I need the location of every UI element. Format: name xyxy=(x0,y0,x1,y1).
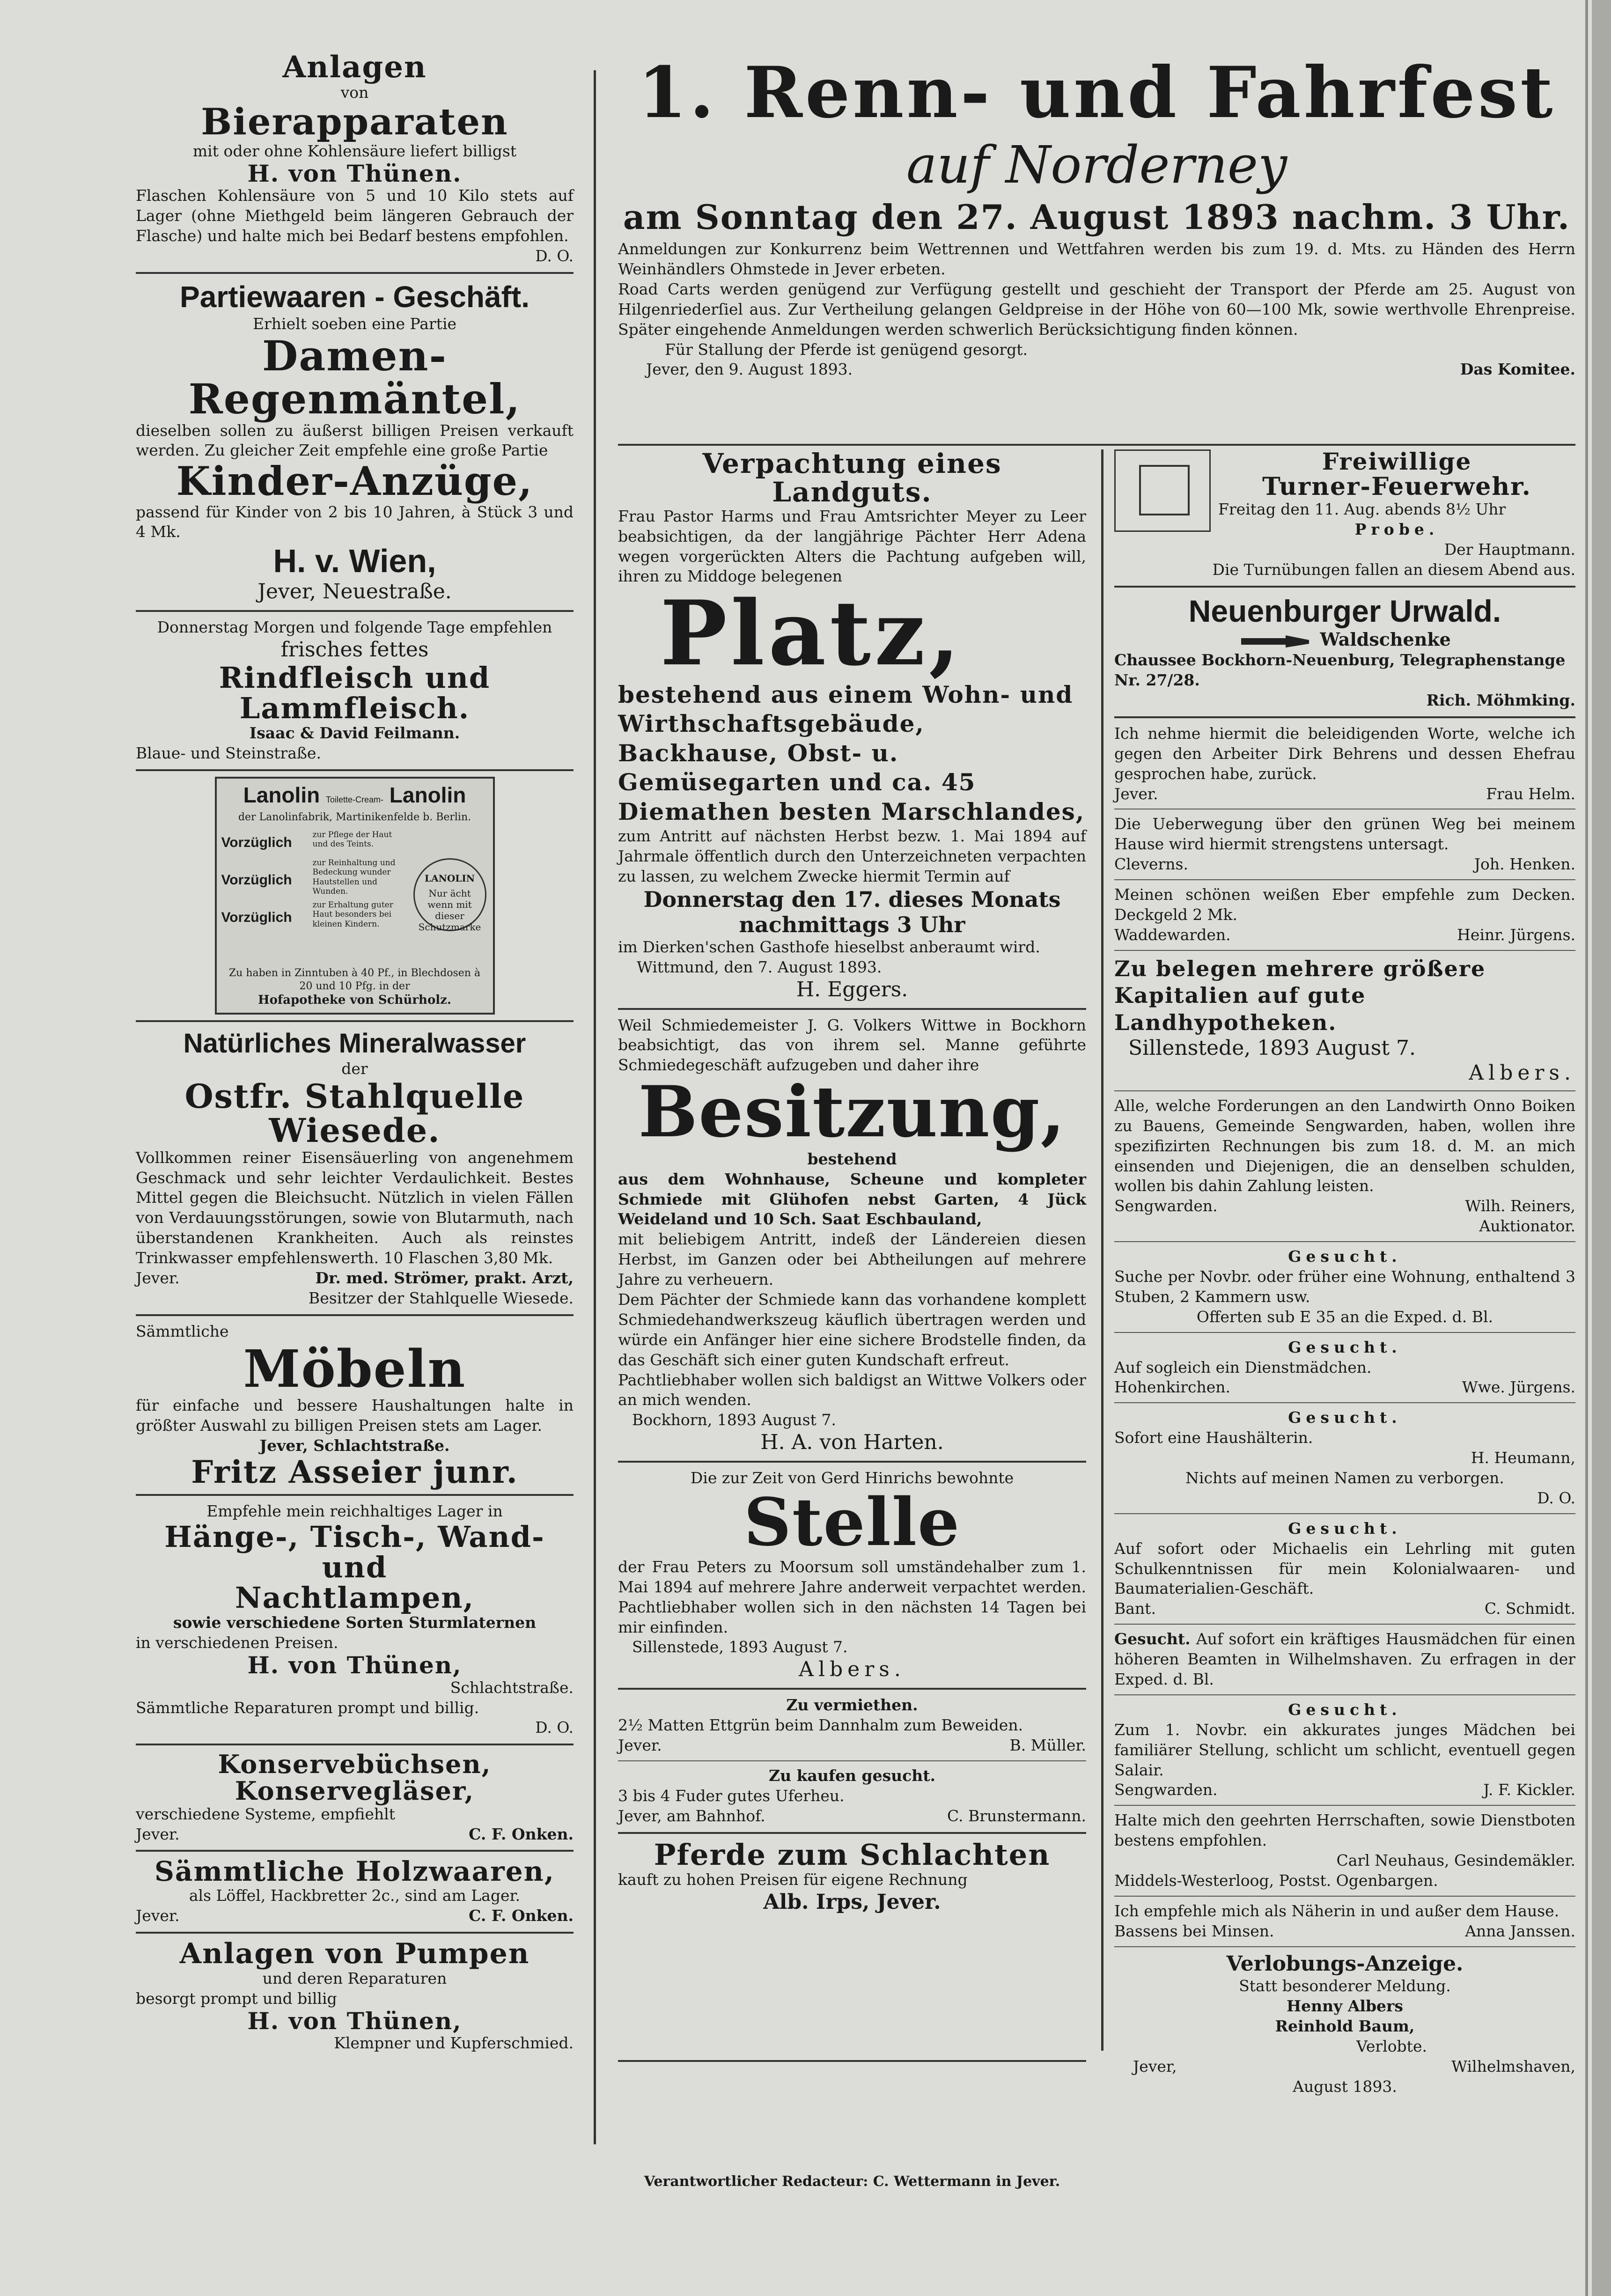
ad-gesucht-wohnung xyxy=(1114,1247,1575,1327)
rennfest-place: Jever, den 9. August 1893. xyxy=(646,360,853,379)
ad-address: Jever, Schlachtstraße. xyxy=(259,1436,450,1455)
lanolin-label: Vorzüglich xyxy=(221,909,292,925)
seal-word: LANOLIN xyxy=(425,872,475,884)
ad-sign: H. A. von Harten. xyxy=(760,1430,944,1455)
divider xyxy=(136,1314,574,1316)
ad-title: Gesucht. xyxy=(1288,1408,1402,1427)
ad-title: Gesucht. xyxy=(1114,1630,1191,1648)
ad-text: Donnerstag Morgen und folgende Tage empfehlen xyxy=(157,618,552,637)
lanolin-foot-firm: Hofapotheke von Schürholz. xyxy=(258,993,451,1008)
ad-place: D. O. xyxy=(1537,1488,1575,1507)
ad-landgut xyxy=(618,449,1086,1002)
ad-place: Hohenkirchen. xyxy=(1114,1378,1231,1397)
ad-text: 3 bis 4 Fuder gutes Uferheu. xyxy=(618,1786,845,1805)
ad-place: Bant. xyxy=(1114,1599,1156,1618)
ad-text: Zum 1. Novbr. ein akkurates junges Mädchen bei familiärer Stellung, schlicht um schlicht, eventuell gegen Salair. xyxy=(1114,1720,1575,1779)
lanolin-title-small: Toilette-Cream- xyxy=(325,795,384,804)
ad-stelle xyxy=(618,1468,1086,1682)
ad-text: Pachtliebhaber wollen sich baldigst an Wittwe Volkers oder an mich wenden. xyxy=(618,1370,1086,1409)
lanolin-footer xyxy=(221,967,488,1008)
ad-sign-row xyxy=(1114,2057,1575,2077)
lanolin-label: Vorzüglich xyxy=(221,834,292,850)
ad-place: Jever, am Bahnhof. xyxy=(618,1806,765,1825)
ad-place: Sillenstede, 1893 August 7. xyxy=(1128,1036,1416,1060)
column-left xyxy=(136,52,574,2168)
ad-partiewaaren xyxy=(136,280,574,604)
ad-text: Frau Pastor Harms und Frau Amtsrichter Meyer zu Leer beabsichtigen, da der langjährige Pächter Herr Adena wegen vorgerückten Alters die Pachtung aufgeben will, ihren zu Middoge belegenen xyxy=(618,507,1086,586)
ad-sign-row xyxy=(136,1268,574,1288)
ad-sign: B. Müller. xyxy=(1009,1736,1086,1754)
ad-name: Reinhold Baum, xyxy=(1275,2017,1415,2036)
ad-title: Gesucht. xyxy=(1288,1519,1402,1538)
ad-title: Zu vermiethen. xyxy=(786,1696,918,1715)
ad-place: D. O. xyxy=(535,1718,574,1737)
column-rule-left xyxy=(594,70,596,2144)
ad-headline: Rindfleisch und Lammfleisch. xyxy=(219,660,491,725)
ad-sign-row xyxy=(618,1736,1086,1756)
ad-text: Sämmtliche Reparaturen prompt und billig. xyxy=(136,1698,479,1717)
ad-title: Natürliches Mineralwasser xyxy=(183,1028,526,1059)
page-edge-line xyxy=(1585,0,1588,2296)
lanolin-desc: zur Reinhaltung und Bedeckung wunder Hautstellen und Wunden. xyxy=(312,858,396,896)
ad-kapitalien xyxy=(1114,956,1575,1086)
divider xyxy=(1114,586,1575,588)
ad-place: Sillenstede, 1893 August 7. xyxy=(632,1638,848,1656)
ad-text: Nichts auf meinen Namen zu verborgen. xyxy=(1185,1468,1504,1487)
ad-gesucht-haushaelterin xyxy=(1114,1408,1575,1508)
divider xyxy=(1114,1402,1575,1403)
ad-title: Gesucht. xyxy=(1288,1700,1402,1719)
ad-headline: Nachtlampen, xyxy=(235,1581,475,1615)
ad-firm: Isaac & David Feilmann. xyxy=(249,724,460,743)
column-middle xyxy=(618,449,1086,2051)
ad-text: mit oder ohne Kohlensäure liefert billigst xyxy=(192,141,517,160)
ad-gesucht-maedchen xyxy=(1114,1700,1575,1800)
ad-vermiethen xyxy=(618,1695,1086,1756)
ad-text: Empfehle mein reichhaltiges Lager in xyxy=(206,1502,503,1521)
ad-title: Partiewaaren - Geschäft. xyxy=(180,280,530,314)
ad-text: zum Antritt auf nächsten Herbst bezw. 1. Mai 1894 auf Jahrmale öffentlich durch den Unterzeichneten verpachten zu lassen, zu welchem Zwecke hiermit Termin auf xyxy=(618,827,1086,886)
rennfest-sign: Das Komitee. xyxy=(1460,360,1575,379)
ad-sign-row xyxy=(1114,925,1575,945)
ad-address: Schlachtstraße. xyxy=(450,1678,574,1697)
ad-rennfest xyxy=(618,52,1575,440)
ad-text: Verlobte. xyxy=(1356,2037,1427,2056)
divider xyxy=(136,610,574,612)
column-rule-right xyxy=(1101,449,1103,2051)
ad-text: für einfache und bessere Haushaltungen halte in größter Auswahl zu billigen Preisen stets am Lager. xyxy=(136,1396,574,1435)
divider xyxy=(618,1461,1086,1463)
ad-place: Jever. xyxy=(136,1269,180,1288)
seal-text: Nur ächt wenn mit dieser Schutzmarke xyxy=(418,887,481,933)
ad-lanolin xyxy=(215,777,495,1015)
ad-firm: H. von Thünen, xyxy=(247,2007,462,2035)
ad-text: Offerten sub E 35 an die Exped. d. Bl. xyxy=(1196,1307,1493,1326)
ad-text: Chaussee Bockhorn-Neuenburg, Telegraphenstange Nr. 27/28. xyxy=(1114,651,1566,690)
ad-sign: H. Eggers. xyxy=(796,977,908,1001)
lanolin-desc: zur Erhaltung guter Haut besonders bei kleinen Kindern. xyxy=(312,900,393,929)
ad-feuerwehr-body xyxy=(1218,449,1575,560)
ad-sign: Joh. Henken. xyxy=(1474,855,1575,874)
ad-title: Gesucht. xyxy=(1288,1247,1402,1266)
ad-text: Flaschen Kohlensäure von 5 und 10 Kilo stets auf Lager (ohne Miethgeld beim längeren Gebrauch der Flasche) und halte mich bei Bedarf bestens empfohlen. xyxy=(136,186,574,245)
ad-text: Auf sofort oder Michaelis ein Lehrling mit guten Schulkenntnissen für mein Kolonialwaaren- und Baumaterialien-Geschäft. xyxy=(1114,1539,1575,1598)
rennfest-text: Für Stallung der Pferde ist genügend gesorgt. xyxy=(665,340,1028,359)
divider xyxy=(136,272,574,274)
ad-headline: Damen-Regenmäntel, xyxy=(188,331,521,424)
rennfest-text: Road Carts werden genügend zur Verfügung gestellt und geschieht der Transport der Pferde am 25. August von Hilgenriederſiel aus. Zur Vertheilung gelangen Geldpreise in der Höhe von 60—100 Mk, sowie werthvolle Ehrenpreise. Später eingehende Anmeldungen werden schwerlich Berücksichtigung finden können. xyxy=(618,280,1575,339)
ad-text: besorgt prompt und billig xyxy=(136,1989,337,2008)
ad-headline: Neuenburger Urwald. xyxy=(1188,593,1501,628)
ad-place: Jever. xyxy=(136,1906,180,1925)
ad-text: 2½ Matten Ettgrün beim Dannhalm zum Beweiden. xyxy=(618,1716,1023,1735)
ad-sign: Anna Janssen. xyxy=(1465,1921,1575,1940)
divider xyxy=(136,1020,574,1022)
ad-kaufen xyxy=(618,1766,1086,1826)
ad-text: Ich nehme hiermit die beleidigenden Worte, welche ich gegen den Arbeiter Dirk Behrens und dessen Ehefrau gesprochen habe, zurück. xyxy=(1114,724,1575,783)
divider xyxy=(618,1688,1086,1690)
ad-text: passend für Kinder von 2 bis 10 Jahren, à Stück 3 und 4 Mk. xyxy=(136,502,574,541)
ad-headline: Hänge-, Tisch-, Wand- und xyxy=(164,1520,545,1585)
fire-brigade-emblem-icon xyxy=(1114,449,1211,532)
ad-sign-row xyxy=(1114,1377,1575,1398)
ad-place: Jever. xyxy=(136,1825,180,1843)
divider xyxy=(1114,1896,1575,1897)
ad-title: Anlagen xyxy=(282,50,427,85)
ad-time: nachmittags 3 Uhr xyxy=(739,912,965,938)
ad-place: Bockhorn, 1893 August 7. xyxy=(632,1411,836,1429)
ad-feuerwehr xyxy=(1114,449,1575,560)
ad-place: Wilhelmshaven, xyxy=(1451,2057,1575,2076)
divider xyxy=(136,1850,574,1852)
ad-sign-row xyxy=(1114,1921,1575,1942)
divider xyxy=(618,1008,1086,1010)
ad-text: Die zur Zeit von Gerd Hinrichs bewohnte xyxy=(690,1469,1014,1487)
ad-text: aus dem Wohnhause, Scheune und kompleter Schmiede mit Glühofen nebst Garten, 4 Jück Weideland und 10 Sch. Saat Eschbauland, xyxy=(618,1170,1086,1229)
divider xyxy=(1114,1805,1575,1806)
ad-henken xyxy=(1114,814,1575,875)
ad-headline: Konservebüchsen, xyxy=(218,1749,492,1780)
ad-sign: H. Heumann, xyxy=(1471,1449,1575,1467)
ad-text: Halte mich den geehrten Herrschaften, sowie Dienstboten bestens empfohlen. xyxy=(1114,1811,1575,1850)
ad-text: Erhielt soeben eine Partie xyxy=(252,314,457,333)
ad-text: in verschiedenen Preisen. xyxy=(136,1634,338,1652)
ad-headline: Konservegläser, xyxy=(235,1775,475,1806)
ad-text: Sofort eine Haushälterin. xyxy=(1114,1428,1313,1447)
ad-place: Sengwarden. xyxy=(1114,1197,1218,1215)
ad-title: Verlobungs-Anzeige. xyxy=(1226,1951,1464,1976)
ad-text: Weil Schmiedemeister J. G. Volkers Wittwe in Bockhorn beabsichtigt, das von ihrem sel. Manne geführte Schmiedegeschäft aufzugeben und daher ihre xyxy=(618,1016,1086,1074)
divider xyxy=(1114,1332,1575,1333)
ad-text: Die Ueberwegung über den grünen Weg bei meinem Hause wird hiermit strengstens untersagt. xyxy=(1114,815,1575,854)
divider xyxy=(1114,1090,1575,1091)
ad-text: kauft zu hohen Preisen für eigene Rechnung xyxy=(618,1870,968,1889)
lanolin-sub: der Lanolinfabrik, Martinikenfelde b. Berlin. xyxy=(238,811,471,823)
ad-firm: Dr. med. Strömer, prakt. Arzt, xyxy=(315,1269,574,1288)
divider xyxy=(136,1494,574,1496)
ad-pferde xyxy=(618,1837,1086,1915)
ad-text: Suche per Novbr. oder früher eine Wohnung, enthaltend 3 Stuben, 2 Kammern usw. xyxy=(1114,1267,1575,1306)
ad-text: Auf sogleich ein Dienstmädchen. xyxy=(1114,1358,1372,1376)
ad-title: Zu kaufen gesucht. xyxy=(769,1766,935,1785)
divider xyxy=(1114,1513,1575,1514)
ad-firm: Besitzer der Stahlquelle Wiesede. xyxy=(308,1288,574,1307)
ad-place: D. O. xyxy=(535,247,574,265)
ad-address: Blaue- und Steinstraße. xyxy=(136,743,321,762)
divider xyxy=(136,1932,574,1934)
ad-forderungen xyxy=(1114,1096,1575,1236)
divider xyxy=(1114,1241,1575,1242)
ad-text: Freitag den 11. Aug. abends 8½ Uhr xyxy=(1218,500,1506,519)
page-edge xyxy=(1592,0,1611,2296)
ad-title: Gesucht. xyxy=(1288,1338,1402,1356)
lanolin-label: Vorzüglich xyxy=(221,872,292,888)
ad-sign: Frau Helm. xyxy=(1486,784,1575,803)
lanolin-foot-text: Zu haben in Zinntuben à 40 Pf., in Blechdosen à 20 und 10 Pfg. in der xyxy=(228,967,481,992)
ad-sign: Heinr. Jürgens. xyxy=(1457,925,1575,944)
rennfest-sign-row xyxy=(618,360,1575,380)
rennfest-text: Anmeldungen zur Konkurrenz beim Wettrennen und Wettfahren werden bis zum 19. d. Mts. zu Händen des Herrn Weinhändlers Ohmstede in Jever erbeten. xyxy=(618,240,1575,278)
ad-title: Turner-Feuerwehr. xyxy=(1262,472,1531,501)
ad-place: Sengwarden. xyxy=(1114,1781,1218,1799)
ad-sign-row xyxy=(1114,1599,1575,1619)
ad-headline: Pferde zum Schlachten xyxy=(654,1837,1051,1872)
ad-firm: C. F. Onken. xyxy=(469,1825,574,1843)
ad-headline: Bierapparaten xyxy=(201,101,508,144)
ad-text: verschiedene Systeme, empfiehlt xyxy=(136,1804,395,1823)
divider xyxy=(136,1744,574,1745)
ad-firm: H. von Thünen. xyxy=(247,159,462,187)
ad-sign-row xyxy=(1114,784,1575,804)
ad-text: der xyxy=(341,1059,368,1078)
ad-text: als Löffel, Hackbretter 2c., sind am Lager. xyxy=(189,1886,521,1905)
ad-text: Dem Pächter der Schmiede kann das vorhandene komplett Schmiedehandwerkszeug käuflich übertragen werden und würde ein Anfänger hier eine sichere Brodstelle finden, da das Geschäft sich einer guten Kundschaft erfreut. xyxy=(618,1290,1086,1369)
ad-text: Sämmtliche xyxy=(136,1322,229,1340)
ad-sign-row xyxy=(1114,1196,1575,1216)
ad-eber xyxy=(1114,885,1575,945)
ad-sign-row xyxy=(136,1906,574,1926)
ad-address: Middels-Westerloog, Postst. Ogenbargen. xyxy=(1114,1871,1438,1890)
rennfest-title: 1. Renn- und Fahrfest xyxy=(638,52,1556,134)
footer-editor: Verantwortlicher Redacteur: C. Wettermann in Jever. xyxy=(644,2173,1060,2190)
divider xyxy=(1114,1694,1575,1695)
lanolin-desc: zur Pflege der Haut und des Teints. xyxy=(312,830,392,849)
ad-place: Jever, xyxy=(1133,2057,1177,2076)
ad-text: bestehend xyxy=(807,1149,897,1168)
ad-firm: C. F. Onken. xyxy=(469,1906,574,1925)
ad-text: mit beliebigem Antritt, indeß der Ländereien diesen Herbst, im Ganzen oder bei Abtheilungen auf mehrere Jahre zu verheuern. xyxy=(618,1230,1086,1289)
ad-date: August 1893. xyxy=(1293,2077,1397,2096)
ad-text: Auf sofort ein kräftiges Hausmädchen für einen höheren Beamten in Wilhelmshaven. Zu erfragen in der Exped. d. Bl. xyxy=(1114,1630,1575,1688)
ad-text: Ich empfehle mich als Näherin in und außer dem Hause. xyxy=(1114,1901,1560,1920)
ad-address: Klempner und Kupferschmied. xyxy=(334,2034,574,2053)
ad-firm: Fritz Asseier junr. xyxy=(191,1453,518,1490)
ad-mineralwasser xyxy=(136,1028,574,1309)
ad-address: Jever, Neuestraße. xyxy=(257,580,452,604)
header-rule-bottom xyxy=(618,444,1575,446)
ad-sign: C. Schmidt. xyxy=(1484,1599,1575,1618)
footer-rule xyxy=(618,2060,1086,2062)
ad-sign-row xyxy=(136,1825,574,1845)
ad-text: dieselben sollen zu äußerst billigen Preisen verkauft werden. Zu gleicher Zeit empfehle eine große Partie xyxy=(136,421,574,460)
ad-subheadline xyxy=(1114,629,1575,651)
ad-text: Die Turnübungen fallen an diesem Abend aus. xyxy=(1212,560,1575,579)
ad-title: Verpachtung eines Landguts. xyxy=(702,448,1002,508)
ad-headline: Sämmtliche Holzwaaren, xyxy=(154,1855,555,1888)
ad-sign: Wilh. Reiners, xyxy=(1465,1197,1575,1215)
divider xyxy=(618,1760,1086,1761)
ad-verlobung xyxy=(1114,1952,1575,2097)
ad-text: im Dierken'schen Gasthofe hieselbst anberaumt wird. xyxy=(618,938,1040,957)
ad-headline: Anlagen von Pumpen xyxy=(179,1937,530,1971)
ad-text: frisches fettes xyxy=(280,638,429,662)
ad-name: Henny Albers xyxy=(1287,1997,1403,2016)
ad-konserve xyxy=(136,1751,574,1844)
ad-text: Probe. xyxy=(1354,520,1439,538)
ad-helm xyxy=(1114,724,1575,804)
ad-date: Donnerstag den 17. dieses Monats xyxy=(643,887,1061,913)
ad-headline: Kinder-Anzüge, xyxy=(176,458,533,505)
divider xyxy=(1114,716,1575,718)
ad-headline: Stelle xyxy=(743,1484,961,1561)
divider xyxy=(1114,1946,1575,1947)
ad-gesucht-hausmaedchen xyxy=(1114,1629,1575,1690)
ad-sign: Wwe. Jürgens. xyxy=(1462,1378,1575,1397)
ad-sign: Alb. Irps, Jever. xyxy=(763,1890,941,1914)
ad-besitzung xyxy=(618,1016,1086,1455)
ad-fleisch xyxy=(136,618,574,764)
ad-sign: Albers. xyxy=(799,1657,905,1682)
lanolin-seal-icon xyxy=(413,858,486,931)
ad-sign: Rich. Möhmking. xyxy=(1426,691,1575,709)
divider xyxy=(1114,879,1575,880)
divider xyxy=(136,769,574,771)
divider xyxy=(1114,950,1575,951)
ad-sign: Albers. xyxy=(1469,1061,1575,1085)
ad-neuhaus xyxy=(1114,1810,1575,1891)
ad-headline: Besitzung, xyxy=(638,1071,1066,1154)
column-right xyxy=(1114,448,1575,2096)
ad-pumpen xyxy=(136,1939,574,2053)
pointing-hand-icon xyxy=(1239,632,1314,650)
ad-headline: Ostfr. Stahlquelle Wiesede. xyxy=(184,1076,525,1150)
ad-firm: H. v. Wien, xyxy=(273,543,436,580)
ad-headline: Platz, xyxy=(660,581,964,686)
divider xyxy=(1114,1624,1575,1625)
ad-text: und deren Reparaturen xyxy=(262,1969,447,1988)
ad-sign-row xyxy=(618,1806,1086,1826)
rennfest-subtitle: auf Norderney xyxy=(906,134,1287,195)
ad-text: der Frau Peters zu Moorsum soll umständehalber zum 1. Mai 1894 auf mehrere Jahre anderweit verpachtet werden. Pachtliebhaber wollen sich in den nächsten 14 Tagen bei mir einfinden. xyxy=(618,1557,1086,1636)
divider xyxy=(618,1832,1086,1834)
ad-text: sowie verschiedene Sorten Sturmlaternen xyxy=(173,1613,537,1632)
lanolin-title xyxy=(217,782,493,808)
ad-text: von xyxy=(340,83,369,102)
ad-text: Alle, welche Forderungen an den Landwirth Onno Boiken zu Bauens, Gemeinde Sengwarden, haben, wollen ihre spezifizirten Rechnungen bis zum 18. d. M. an mich einsenden und Diejenigen, die an denselben schulden, wollen bis dahin Zahlung leisten. xyxy=(1114,1096,1575,1195)
ad-sign: Auktionator. xyxy=(1479,1217,1575,1236)
rennfest-date: am Sonntag den 27. August 1893 nachm. 3 Uhr. xyxy=(623,197,1571,237)
ad-lampen xyxy=(136,1501,574,1738)
ad-gesucht-lehrling xyxy=(1114,1519,1575,1619)
ad-headline-sub: bestehend aus einem Wohn- und Wirthschaftsgebäude, Backhause, Obst- u. Gemüsegarten und ca. 45 Diemathen besten Marschlandes, xyxy=(618,680,1085,825)
ad-place: Jever. xyxy=(1114,784,1158,803)
ad-headline: Zu belegen mehrere größere Kapitalien auf gute Landhypotheken. xyxy=(1114,956,1486,1035)
ad-text: Statt besonderer Meldung. xyxy=(1239,1977,1451,1995)
ad-place: Waddewarden. xyxy=(1114,925,1231,944)
ad-headline: Möbeln xyxy=(243,1338,466,1399)
ad-sign: Carl Neuhaus, Gesindemäkler. xyxy=(1336,1851,1575,1870)
ad-urwald xyxy=(1114,593,1575,711)
ad-gesucht-dienstmaedchen xyxy=(1114,1338,1575,1398)
ad-moebel xyxy=(136,1322,574,1488)
ad-sign: J. F. Kickler. xyxy=(1483,1781,1575,1799)
lanolin-title-right: Lanolin xyxy=(389,782,466,807)
ad-text: Meinen schönen weißen Eber empfehle zum Decken. Deckgeld 2 Mk. xyxy=(1114,885,1575,924)
ad-firm: H. von Thünen, xyxy=(247,1651,462,1679)
ad-place: Bassens bei Minsen. xyxy=(1114,1921,1274,1940)
ad-holzwaaren xyxy=(136,1857,574,1926)
ad-sign-row xyxy=(1114,854,1575,875)
ad-place: Wittmund, den 7. August 1893. xyxy=(637,957,882,976)
ad-sign-row xyxy=(1114,1780,1575,1800)
ad-bierapparate xyxy=(136,52,574,266)
ad-text: Vollkommen reiner Eisensäuerling von angenehmem Geschmack und sehr leichter Verdaulichkeit. Bestes Mittel gegen die Bleichsucht. Nützlich in vielen Fällen von Verdauungsstörungen, sowie von Blutarmuth, nach überstandenen Krankheiten. Auch als reinstes Trinkwasser empfehlenswerth. 10 Flaschen 3,80 Mk. xyxy=(136,1148,574,1267)
ad-janssen xyxy=(1114,1901,1575,1942)
ad-sign: Der Hauptmann. xyxy=(1444,540,1575,559)
lanolin-title-left: Lanolin xyxy=(243,782,320,807)
ad-place: Jever. xyxy=(618,1736,662,1754)
ad-sign: C. Brunstermann. xyxy=(947,1806,1086,1825)
ad-place: Cleverns. xyxy=(1114,855,1188,874)
ad-subheadline-text: Waldschenke xyxy=(1320,628,1451,650)
ad-title: Freiwillige xyxy=(1322,448,1472,475)
